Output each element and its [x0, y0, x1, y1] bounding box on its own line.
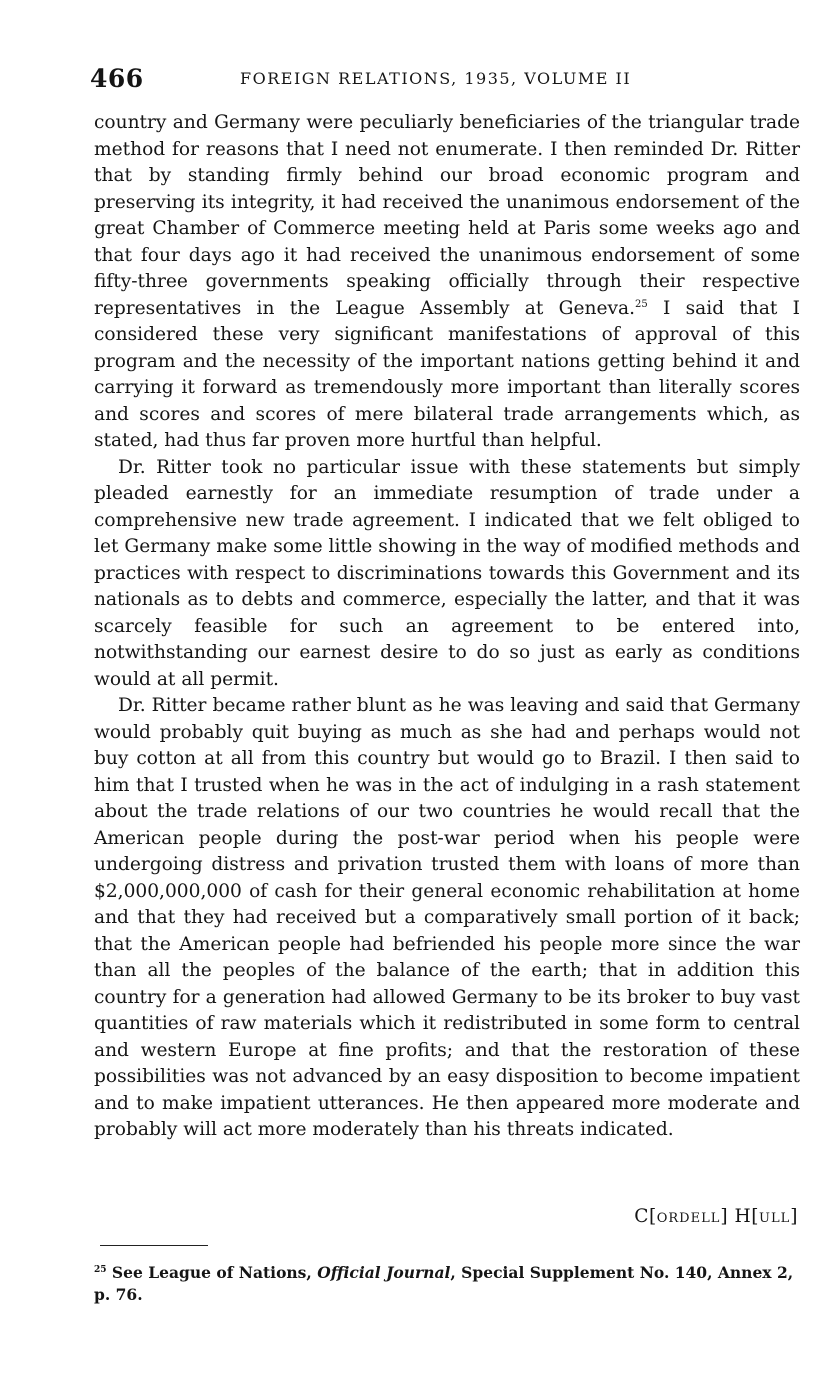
footnote-journal-title: Official Journal	[317, 1263, 451, 1282]
footnote	[94, 1262, 802, 1306]
body-text	[94, 110, 800, 1144]
footnote-marker: 25	[94, 1264, 107, 1275]
footnote-text-pre: See League of Nations,	[106, 1263, 318, 1282]
signature-initial-c: C[	[634, 1206, 657, 1227]
signature-close: ]	[790, 1206, 798, 1227]
signature-initial-h: ] H[	[720, 1206, 759, 1227]
paragraph-3: Dr. Ritter became rather blunt as he was leaving and said that Germany would probably quit buying as much as she had and perhaps would not buy cotton at all from this country but would go to Brazil. I then said to him that I trusted when he was in the act of indulging in a rash statement about the trade relations of our two countries he would recall that the American people during the post-war period when his people were undergoing distress and privation trusted them with loans of more than $2,000,000,000 of cash for their general economic rehabilitation at home and that they had received but a comparatively small portion of it back; that the American people had befriended his people more since the war than all the peoples of the balance of the earth; that in addition this country for a generation had allowed Germany to be its broker to buy vast quantities of raw materials which it redistributed in some form to central and western Europe at fine profits; and that the restoration of these possibilities was not advanced by an easy disposition to become impatient and to make impatient utterances. He then appeared more moderate and probably will act more moderately than his threats indicated.	[94, 695, 800, 1140]
paragraph-1	[94, 110, 800, 455]
signature-ordell: ORDELL	[656, 1211, 721, 1226]
paragraph-1-text-a: country and Germany were peculiarly beneficiaries of the triangular trade method for reasons that I need not enumerate. I then reminded Dr. Ritter that by standing firmly behind our broad economic program and preserving its integrity, it had received the unanimous endorsement of the great Chamber of Commerce meeting held at Paris some weeks ago and that four days ago it had received the unanimous endorsement of some fifty-three governments speaking officially through their respective representatives in the League Assembly at Geneva.	[94, 112, 800, 319]
footnote-reference: 25	[634, 298, 648, 310]
footnote-divider	[100, 1245, 208, 1246]
running-head: FOREIGN RELATIONS, 1935, VOLUME II	[240, 69, 632, 88]
paragraph-2: Dr. Ritter took no particular issue with these statements but simply pleaded earnestly for an immediate resumption of trade under a comprehensive new trade agreement. I indicated that we felt obliged to let Germany make some little showing in the way of modified methods and practices with respect to discriminations towards this Government and its nationals as to debts and commerce, especially the latter, and that it was scarcely feasible for such an agreement to be entered into, notwithstanding our earnest desire to do so just as early as conditions would at all permit.	[94, 456, 800, 690]
page-number: 466	[90, 64, 144, 93]
page-header	[90, 64, 800, 98]
signature-ull: ULL	[759, 1211, 791, 1226]
footnote-text-post: , Special Supplement No. 140, Annex 2, p. 76.	[94, 1263, 794, 1304]
signature	[634, 1206, 798, 1227]
paragraph-1-text-b: I said that I considered these very significant manifestations of approval of this program and the necessity of the important nations getting behind it and carrying it forward as tremendously more important than literally scores and scores and scores of mere bilateral trade arrangements which, as stated, had thus far proven more hurtful than helpful.	[94, 297, 800, 451]
